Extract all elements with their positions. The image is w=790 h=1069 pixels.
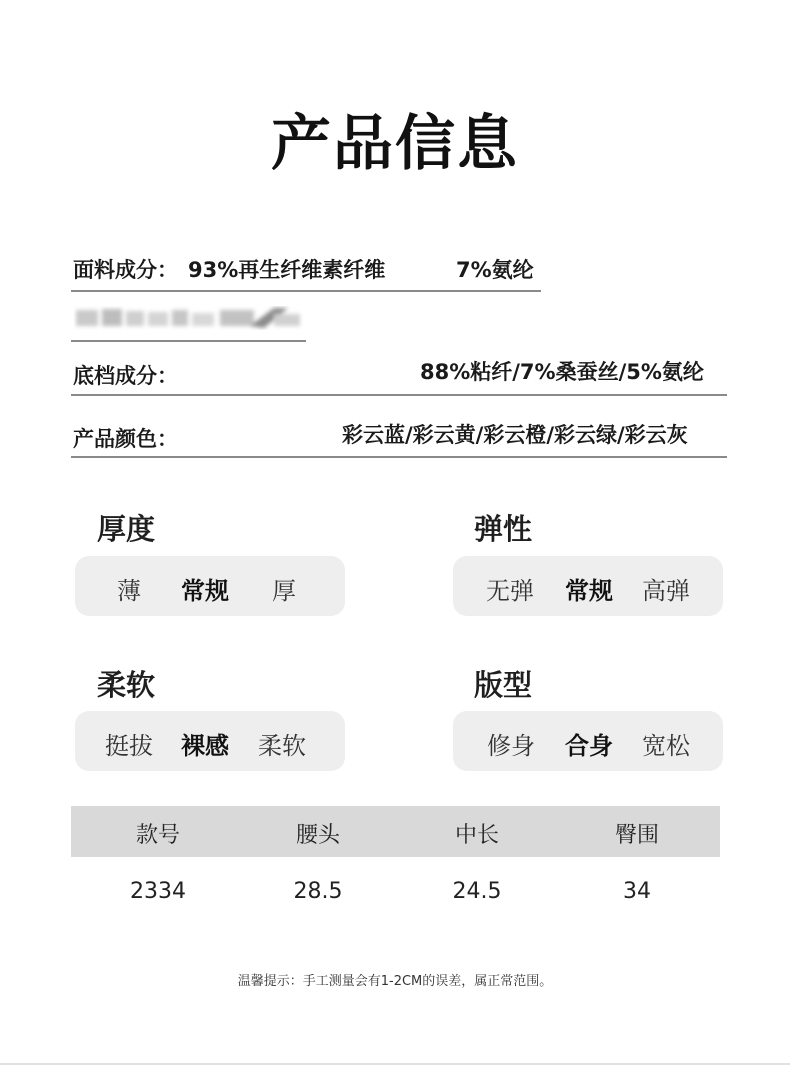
size-table-cell-waist: 28.5 <box>293 879 343 904</box>
elasticity-title: 弹性 <box>474 512 533 546</box>
softness-option-soft: 柔软 <box>258 732 306 760</box>
lining-value: 88%粘纤/7%桑蚕丝/5%氨纶 <box>420 360 704 384</box>
fit-title: 版型 <box>474 668 533 702</box>
elasticity-scale <box>453 556 723 616</box>
thickness-option-regular-selected: 常规 <box>181 577 229 605</box>
fit-scale <box>453 711 723 771</box>
fit-option-loose: 宽松 <box>642 732 690 760</box>
lining-label: 底档成分： <box>73 364 178 388</box>
page-title: 产品信息 <box>271 109 519 179</box>
softness-scale <box>75 711 345 771</box>
colors-label: 产品颜色： <box>73 427 178 451</box>
divider <box>71 394 727 396</box>
fabric-label: 面料成分： <box>73 258 178 282</box>
bottom-divider <box>0 1063 790 1065</box>
softness-title: 柔软 <box>97 668 156 702</box>
colors-value: 彩云蓝/彩云黄/彩云橙/彩云绿/彩云灰 <box>342 423 688 447</box>
size-table-header-cell: 款号 <box>135 823 180 848</box>
thickness-title: 厚度 <box>97 512 156 546</box>
size-table-cell-length: 24.5 <box>452 879 502 904</box>
fabric-value-spandex: 7%氨纶 <box>456 258 534 282</box>
thickness-option-thick: 厚 <box>272 577 296 605</box>
divider <box>71 290 541 292</box>
measurement-note: 温馨提示：手工测量会有1-2CM的误差，属正常范围。 <box>237 974 553 989</box>
elasticity-option-regular-selected: 常规 <box>565 577 613 605</box>
size-table-cell-style-number: 2334 <box>130 879 186 904</box>
divider <box>71 340 306 342</box>
elasticity-option-none: 无弹 <box>486 577 534 605</box>
fit-option-regular-selected: 合身 <box>565 732 613 760</box>
softness-option-bare-feel-selected: 裸感 <box>181 732 229 760</box>
size-table-header-cell: 中长 <box>454 823 499 848</box>
thickness-option-thin: 薄 <box>117 577 141 605</box>
divider <box>71 456 727 458</box>
size-table-cell-hip: 34 <box>623 879 651 904</box>
thickness-scale <box>75 556 345 616</box>
softness-option-stiff: 挺拔 <box>105 732 153 760</box>
fabric-value-main: 93%再生纤维素纤维 <box>188 258 386 282</box>
elasticity-option-high: 高弹 <box>642 577 690 605</box>
blurred-text-smudge <box>74 300 306 334</box>
size-table-header-cell: 臀围 <box>614 823 659 848</box>
fit-option-slim: 修身 <box>487 732 535 760</box>
size-table-header-cell: 腰头 <box>295 823 340 848</box>
